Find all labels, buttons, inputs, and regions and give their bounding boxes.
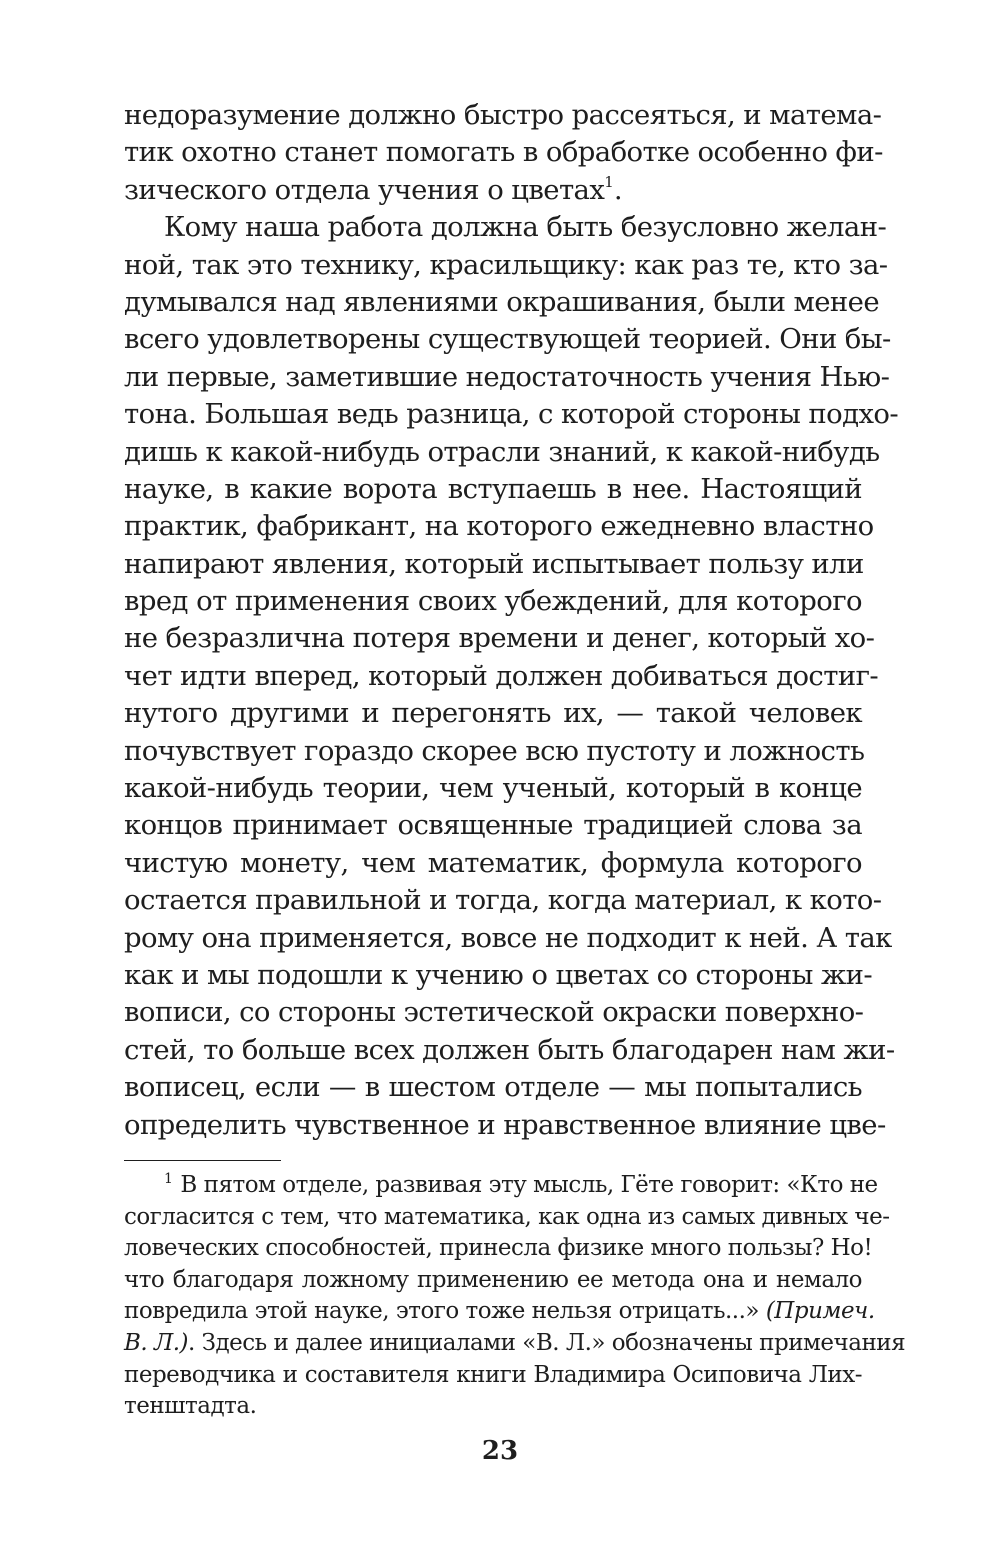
footnote-line-content: . Здесь и далее инициалами «В. Л.» обозначены примечания bbox=[188, 1329, 906, 1356]
footnote-divider bbox=[124, 1160, 281, 1161]
footnote-line-content: В пятом отделе, развивая эту мысль, Гёте говорит: «Кто не bbox=[180, 1172, 878, 1198]
text-line: определить чувственное и нравственное влияние цве- bbox=[124, 1108, 886, 1141]
text-line: вред от применения своих убеждений, для которого bbox=[124, 585, 862, 618]
text-line: остается правильной и тогда, когда материал, к кото- bbox=[124, 884, 882, 917]
footnote-line: ловеческих способностей, принесла физике много пользы? Но! bbox=[124, 1235, 873, 1262]
text-line: чет идти вперед, который должен добиваться достиг- bbox=[124, 659, 879, 692]
footnote-note-italic: В. Л.) bbox=[124, 1329, 189, 1356]
main-text-body bbox=[124, 97, 899, 1144]
text-line: как и мы подошли к учению о цветах со стороны жи- bbox=[124, 958, 873, 991]
text-line: не безразлична потеря времени и денег, который хо- bbox=[124, 622, 875, 655]
footnote-line bbox=[124, 1328, 906, 1360]
paragraph-first-line: Кому наша работа должна быть безусловно желан- bbox=[164, 211, 887, 244]
text-line: вописи, со стороны эстетической окраски поверхно- bbox=[124, 996, 864, 1029]
text-line: недоразумение должно быстро рассеяться, и матема- bbox=[124, 99, 882, 131]
text-line: практик, фабрикант, на которого ежедневно властно bbox=[124, 510, 874, 543]
footnote-line: согласится с тем, что математика, как одна из самых дивных че- bbox=[124, 1203, 890, 1230]
text-line: тона. Большая ведь разница, с которой стороны подхо- bbox=[124, 398, 899, 431]
footnote-marker: 1 bbox=[164, 1171, 173, 1187]
text-line bbox=[124, 172, 862, 209]
text-line: вописец, если — в шестом отделе — мы попытались bbox=[124, 1071, 862, 1104]
text-line: нутого другими и перегонять их, — такой человек bbox=[124, 697, 862, 730]
footnote-line-content: повредила этой науке, этого тоже нельзя отрицать...» bbox=[124, 1298, 766, 1325]
footnote-line: что благодаря ложному применению ее метода она и немало bbox=[124, 1266, 862, 1293]
text-line: думывался над явлениями окрашивания, были менее bbox=[124, 285, 879, 318]
text-line: науке, в какие ворота вступаешь в нее. Настоящий bbox=[124, 472, 862, 505]
footnote-line bbox=[124, 1296, 875, 1328]
text-line: рому она применяется, вовсе не подходит к ней. А так bbox=[124, 921, 892, 954]
text-line: ной, так это технику, красильщику: как раз те, кто за- bbox=[124, 248, 888, 281]
footnote-line: переводчика и составителя книги Владимира Осиповича Лих- bbox=[124, 1361, 862, 1388]
footnote bbox=[124, 1170, 906, 1423]
footnote-line: тенштадта. bbox=[124, 1393, 257, 1420]
footnote-reference: 1 bbox=[604, 172, 614, 191]
text-line: стей, то больше всех должен быть благодарен нам жи- bbox=[124, 1033, 895, 1066]
text-line-punctuation: . bbox=[613, 173, 622, 206]
text-line: ли первые, заметившие недостаточность учения Нью- bbox=[124, 360, 890, 393]
footnote-note-italic: (Примеч. bbox=[765, 1298, 875, 1325]
text-line: концов принимает освященные традицией слова за bbox=[124, 809, 862, 842]
text-line: чистую монету, чем математик, формула которого bbox=[124, 846, 862, 879]
page-number: 23 bbox=[481, 1436, 519, 1466]
text-line-content: зического отдела учения о цветах bbox=[124, 173, 605, 206]
text-line: тик охотно станет помогать в обработке особенно фи- bbox=[124, 136, 883, 169]
text-line: какой-нибудь теории, чем ученый, который в конце bbox=[124, 772, 862, 805]
text-line: почувствует гораздо скорее всю пустоту и ложность bbox=[124, 734, 865, 767]
text-line: дишь к какой-нибудь отрасли знаний, к какой-нибудь bbox=[124, 435, 880, 468]
text-line: всего удовлетворены существующей теорией. Они бы- bbox=[124, 323, 891, 356]
footnote-line bbox=[124, 1170, 878, 1202]
text-line: напирают явления, который испытывает пользу или bbox=[124, 547, 864, 580]
